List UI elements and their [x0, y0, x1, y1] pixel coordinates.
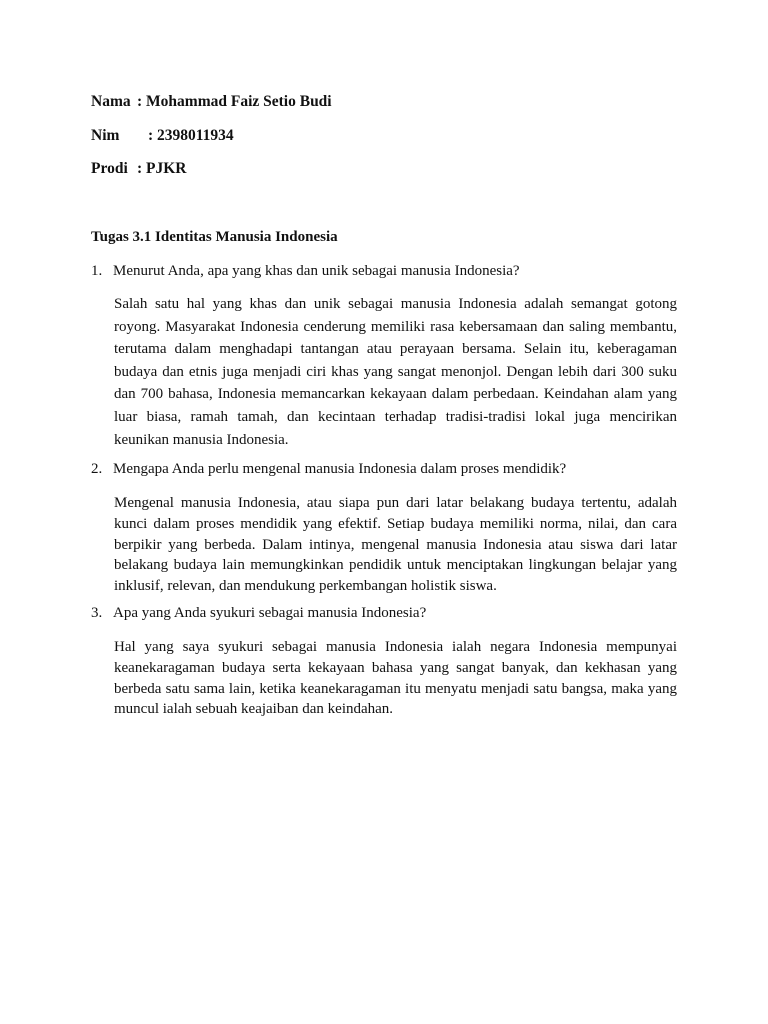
name-label: Nama: [91, 93, 131, 110]
question-number: 3.: [91, 605, 103, 621]
prodi-label: Prodi: [91, 160, 128, 177]
question-2: [91, 459, 566, 479]
prodi-value: : PJKR: [137, 160, 187, 177]
answer-1: Salah satu hal yang khas dan unik sebagai manusia Indonesia adalah semangat gotong royong. Masyarakat Indonesia cenderung memiliki rasa kebersamaan dan saling membantu, terutama dalam menghadapi tantangan atau perayaan bersama. Selain itu, keberagaman budaya dan etnis juga menjadi ciri khas yang sangat menonjol. Dengan lebih dari 300 suku dan 700 bahasa, Indonesia memancarkan kekayaan dalam perbedaan. Keindahan alam yang luar biasa, ramah tamah, dan kecintaan terhadap tradisi-tradisi lokal juga mencirikan keunikan manusia Indonesia.: [114, 296, 677, 448]
question-text: Menurut Anda, apa yang khas dan unik sebagai manusia Indonesia?: [113, 263, 520, 279]
question-text: Apa yang Anda syukuri sebagai manusia Indonesia?: [113, 605, 427, 621]
question-text: Mengapa Anda perlu mengenal manusia Indonesia dalam proses mendidik?: [113, 461, 567, 477]
student-prodi-row: [91, 159, 187, 179]
student-nim-row: [91, 126, 234, 146]
answer-2: Mengenal manusia Indonesia, atau siapa pun dari latar belakang budaya tertentu, adalah kunci dalam proses mendidik yang efektif. Setiap budaya memiliki norma, nilai, dan cara berpikir yang berbeda. Dalam intinya, mengenal manusia Indonesia atau siswa dari latar belakang budaya lain memungkinkan pendidik untuk menciptakan lingkungan belajar yang inklusif, relevan, dan mendukung perkembangan holistik siswa.: [114, 495, 677, 595]
nim-label: Nim: [91, 127, 120, 144]
question-1: [91, 261, 520, 281]
task-title: Tugas 3.1 Identitas Manusia Indonesia: [91, 229, 338, 245]
student-name-row: [91, 92, 332, 112]
nim-value: : 2398011934: [148, 127, 234, 144]
question-number: 2.: [91, 461, 103, 477]
question-3: [91, 603, 426, 623]
name-value: : Mohammad Faiz Setio Budi: [137, 93, 332, 110]
answer-3: Hal yang saya syukuri sebagai manusia Indonesia ialah negara Indonesia mempunyai keanekaragaman budaya serta kekayaan bahasa yang sangat banyak, dan kekhasan yang berbeda satu sama lain, ketika keanekaragaman itu menyatu menjadi satu bangsa, maka yang muncul ialah sebuah keajaiban dan keindahan.: [114, 639, 677, 718]
question-number: 1.: [91, 263, 103, 279]
